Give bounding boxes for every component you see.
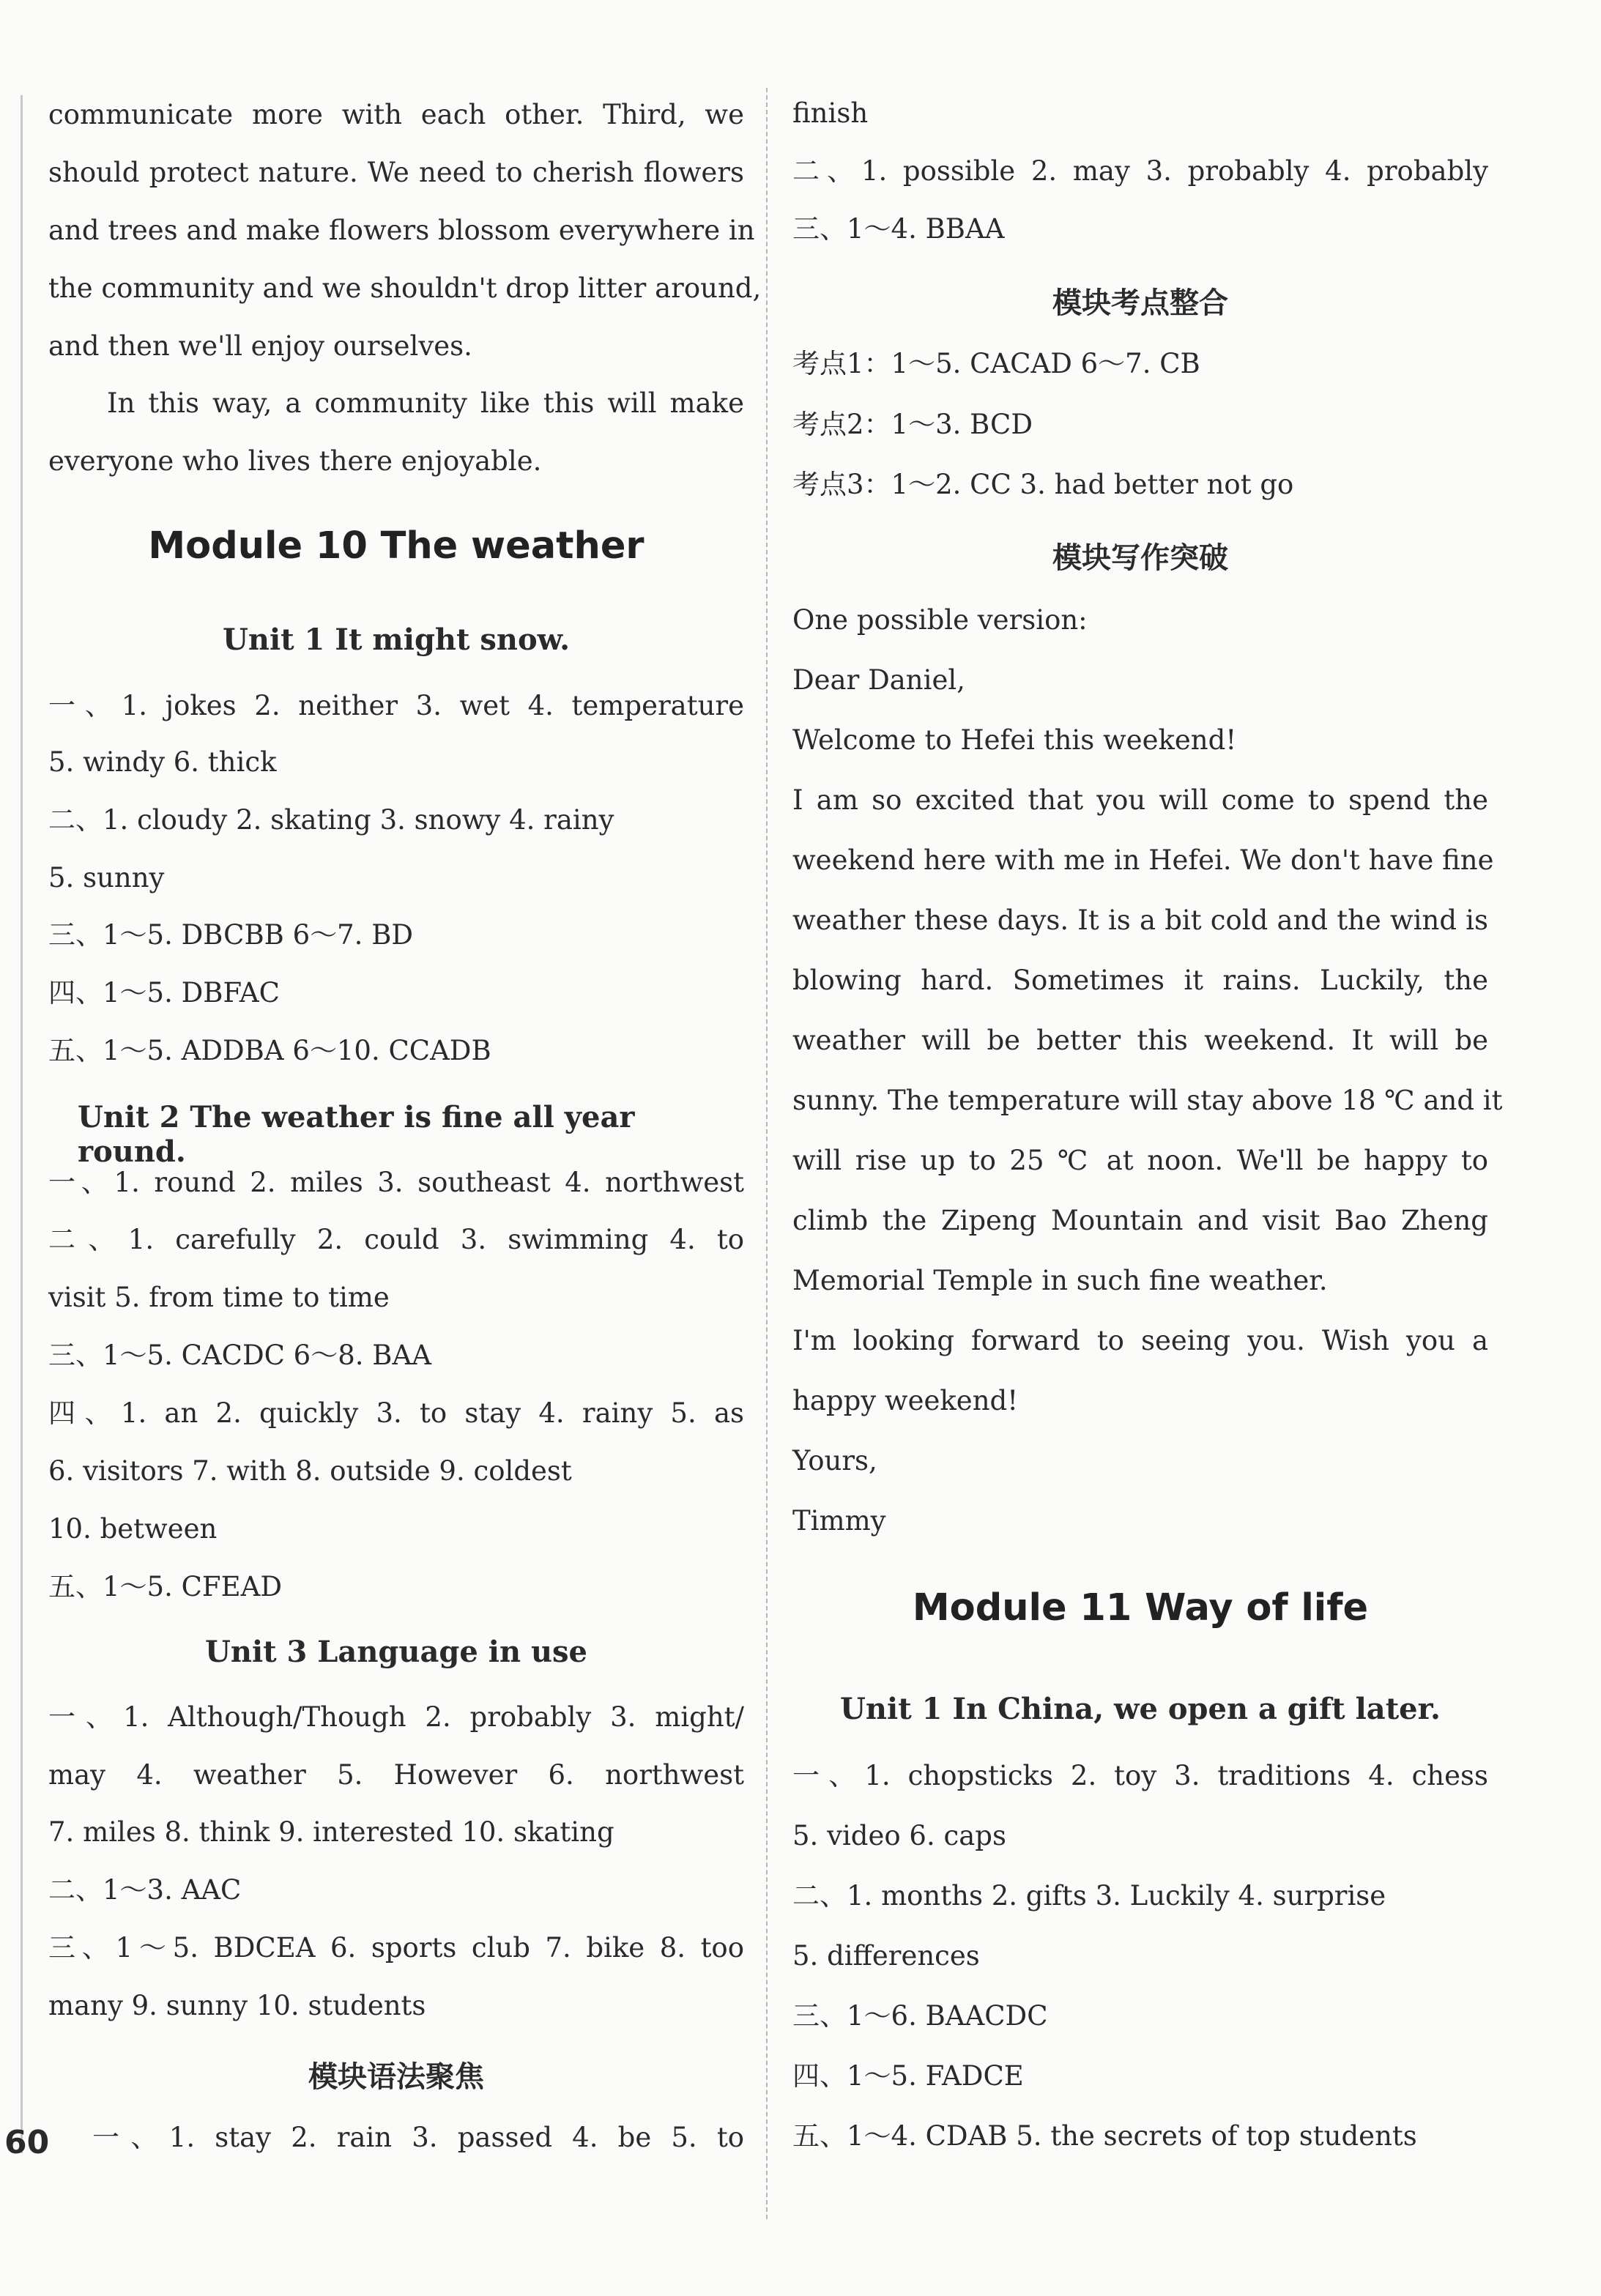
answer-line: 五、1～5. ADDBA 6～10. CCADB xyxy=(48,1035,491,1066)
answer-line: 5. sunny xyxy=(48,862,165,893)
unit3-title: Unit 3 Language in use xyxy=(204,1635,587,1669)
answer-line: 三、1～4. BBAA xyxy=(792,213,1005,245)
page-number: 60 xyxy=(4,2124,50,2161)
letter-line: One possible version: xyxy=(792,604,1088,636)
answer-line: 一、1. jokes 2. neither 3. wet 4. temperature xyxy=(48,690,744,721)
answer-line: 考点3：1～2. CC 3. had better not go xyxy=(792,469,1294,500)
unit2-title: Unit 2 The weather is fine all year round. xyxy=(78,1100,635,1169)
letter-line: weather will be better this weekend. It will be xyxy=(792,1025,1488,1056)
grammar-heading: 模块语法聚焦 xyxy=(308,2059,484,2094)
answer-line: 6. visitors 7. with 8. outside 9. coldest xyxy=(48,1455,572,1487)
answer-line: 考点1：1～5. CACAD 6～7. CB xyxy=(792,348,1200,379)
answer-line: 5. differences xyxy=(792,1940,980,1972)
answer-line: 一、1. stay 2. rain 3. passed 4. be 5. to xyxy=(92,2122,744,2153)
essay-line: should protect nature. We need to cherish flowers xyxy=(48,157,744,188)
essay-line: the community and we shouldn't drop litter around, xyxy=(48,272,762,304)
answer-line: 一、1. Although/Though 2. probably 3. might/ xyxy=(48,1701,744,1733)
letter-line: will rise up to 25 ℃ at noon. We'll be happy to xyxy=(792,1145,1488,1176)
answer-line: 二、1. possible 2. may 3. probably 4. probably xyxy=(792,155,1488,187)
answer-line: 三、1～5. DBCBB 6～7. BD xyxy=(48,919,414,951)
letter-line: sunny. The temperature will stay above 18 ℃ and it xyxy=(792,1085,1503,1116)
answer-line: visit 5. from time to time xyxy=(48,1282,390,1313)
answer-line: 五、1～5. CFEAD xyxy=(48,1571,282,1602)
essay-line: and trees and make flowers blossom everywhere in xyxy=(48,215,755,246)
exam-points-heading: 模块考点整合 xyxy=(1052,286,1228,320)
module11-title: Module 11 Way of life xyxy=(912,1586,1369,1630)
binding-edge-line xyxy=(21,95,23,2153)
answer-line: 5. video 6. caps xyxy=(792,1820,1006,1851)
letter-line: Timmy xyxy=(792,1505,886,1537)
essay-line: In this way, a community like this will make xyxy=(107,387,744,419)
column-divider xyxy=(766,88,768,2219)
essay-line: and then we'll enjoy ourselves. xyxy=(48,330,472,362)
letter-line: Memorial Temple in such fine weather. xyxy=(792,1265,1328,1296)
answer-line: 三、1～6. BAACDC xyxy=(792,2000,1048,2032)
writing-heading: 模块写作突破 xyxy=(1052,540,1228,575)
essay-line: communicate more with each other. Third, we xyxy=(48,99,744,130)
answer-line: finish xyxy=(792,97,869,129)
answer-line: 一、1. round 2. miles 3. southeast 4. northwest xyxy=(48,1167,744,1198)
answer-line: 三、1～5. BDCEA 6. sports club 7. bike 8. too xyxy=(48,1932,744,1964)
answer-line: 考点2：1～3. BCD xyxy=(792,409,1033,440)
answer-line: 二、1. carefully 2. could 3. swimming 4. to xyxy=(48,1224,744,1255)
answer-line: 四、1. an 2. quickly 3. to stay 4. rainy 5. as xyxy=(48,1397,744,1429)
answer-line: 四、1～5. DBFAC xyxy=(48,977,280,1008)
letter-line: weather these days. It is a bit cold and the wind is xyxy=(792,904,1488,936)
answer-line: 四、1～5. FADCE xyxy=(792,2060,1024,2092)
letter-line: Dear Daniel, xyxy=(792,664,965,696)
answer-line: 二、1～3. AAC xyxy=(48,1874,242,1906)
answer-line: 7. miles 8. think 9. interested 10. skating xyxy=(48,1816,614,1848)
answer-line: 一、1. chopsticks 2. toy 3. traditions 4. chess xyxy=(792,1760,1488,1791)
letter-line: happy weekend! xyxy=(792,1385,1019,1416)
answer-line: may 4. weather 5. However 6. northwest xyxy=(48,1759,744,1791)
answer-line: 二、1. cloudy 2. skating 3. snowy 4. rainy xyxy=(48,804,614,836)
answer-line: 二、1. months 2. gifts 3. Luckily 4. surprise xyxy=(792,1880,1386,1912)
letter-line: I am so excited that you will come to spend the xyxy=(792,784,1488,816)
letter-line: Yours, xyxy=(792,1445,877,1476)
letter-line: blowing hard. Sometimes it rains. Luckily, the xyxy=(792,965,1488,996)
answer-line: many 9. sunny 10. students xyxy=(48,1990,426,2021)
answer-line: 三、1～5. CACDC 6～8. BAA xyxy=(48,1340,431,1371)
answer-line: 五、1～4. CDAB 5. the secrets of top students xyxy=(792,2120,1417,2152)
essay-line: everyone who lives there enjoyable. xyxy=(48,445,542,477)
letter-line: climb the Zipeng Mountain and visit Bao Zheng xyxy=(792,1205,1488,1236)
letter-line: Welcome to Hefei this weekend! xyxy=(792,724,1237,756)
letter-line: weekend here with me in Hefei. We don't have fine xyxy=(792,844,1494,876)
module10-title: Module 10 The weather xyxy=(148,524,645,568)
letter-line: I'm looking forward to seeing you. Wish you a xyxy=(792,1325,1488,1356)
answer-line: 10. between xyxy=(48,1513,218,1545)
answer-line: 5. windy 6. thick xyxy=(48,746,277,778)
unit1-title: Unit 1 It might snow. xyxy=(222,623,571,657)
m11-unit1-title: Unit 1 In China, we open a gift later. xyxy=(840,1692,1441,1726)
